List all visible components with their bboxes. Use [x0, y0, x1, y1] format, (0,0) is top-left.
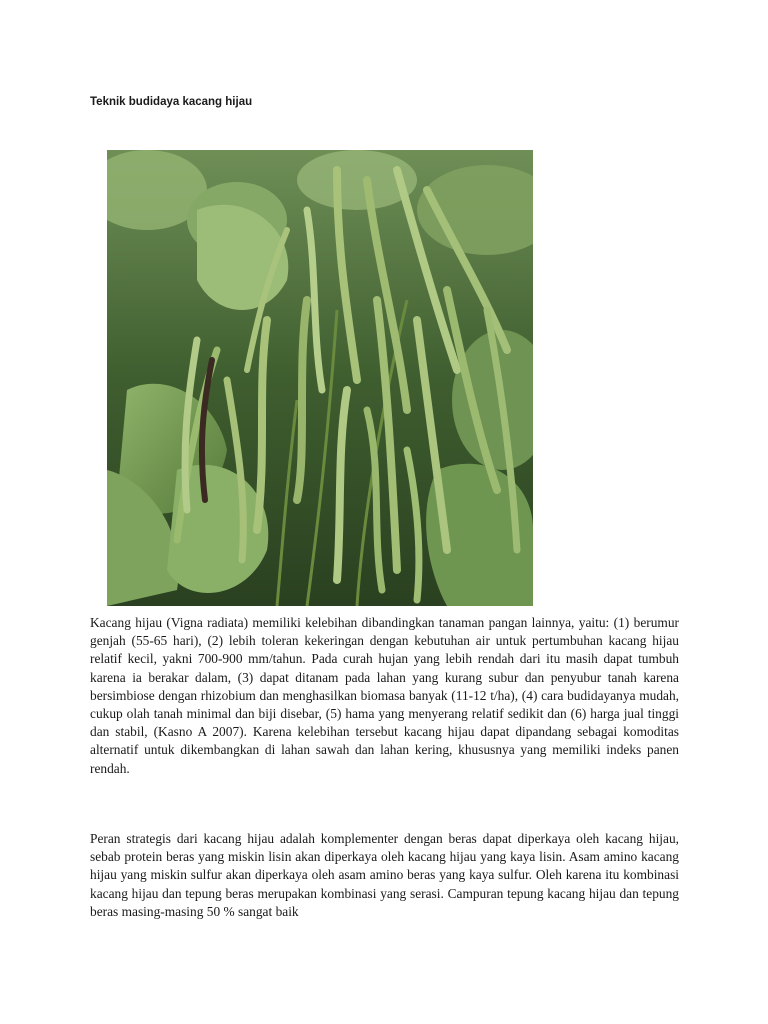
paragraph-advantages: Kacang hijau (Vigna radiata) memiliki kelebihan dibandingkan tanaman pangan lainnya, yaitu: (1) berumur genjah (55-65 hari), (2) lebih toleran kekeringan dengan kebutuhan air untuk pertumbuhan kacang hijau relatif kecil, yakni 700-900 mm/tahun. Pada curah hujan yang lebih rendah dari itu masih dapat tumbuh karena ia berakar dalam, (3) dapat ditanam pada lahan yang kurang subur dan penyubur tanah karena bersimbiose dengan rhizobium dan menghasilkan biomasa banyak (11-12 t/ha), (4) cara budidayanya mudah, cukup olah tanah minimal dan biji disebar, (5) hama yang menyerang relatif sedikit dan (6) harga jual tinggi dan stabil, (Kasno A 2007). Karena kelebihan tersebut kacang hijau dapat dipandang sebagai komoditas alternatif untuk dikembangkan di lahan sawah dan lahan kering, khususnya yang memiliki indeks panen rendah. [90, 615, 679, 776]
mung-bean-plant-illustration [107, 150, 533, 606]
document-title: Teknik budidaya kacang hijau [90, 96, 253, 108]
paragraph-strategic-role: Peran strategis dari kacang hijau adalah komplementer dengan beras dapat diperkaya oleh kacang hijau, sebab protein beras yang miskin lisin akan diperkaya oleh kacang hijau yang kaya lisin. Asam amino kacang hijau yang miskin sulfur akan diperkaya oleh asam amino beras yang kaya sulfur. Oleh karena itu kombinasi kacang hijau dan tepung beras merupakan kombinasi yang serasi. Campuran tepung kacang hijau dan tepung beras masing-masing 50 % sangat baik [90, 831, 679, 919]
mung-bean-plant-photo [107, 150, 533, 606]
